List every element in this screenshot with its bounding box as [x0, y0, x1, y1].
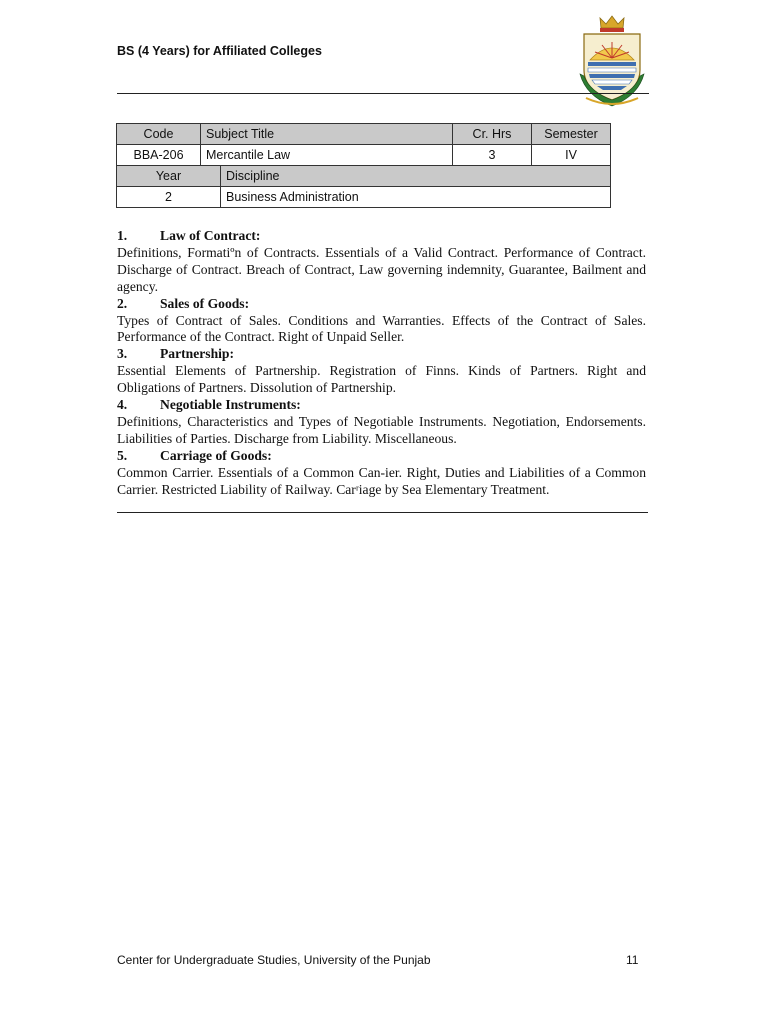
course-table-value-row-2 [117, 187, 611, 208]
page-number: 11 [626, 953, 639, 967]
course-outline [117, 228, 646, 499]
discipline-header: Discipline [221, 166, 611, 187]
footer-institution: Center for Undergraduate Studies, University of the Punjab [117, 953, 431, 967]
section-number: 4. [117, 397, 128, 413]
section-heading [117, 296, 646, 313]
section-title: Carriage of Goods: [160, 447, 272, 463]
section-body: Essential Elements of Partnership. Registration of Finns. Kinds of Partners. Right and Obligations of Partners. Dissolution of Partnership. [117, 363, 646, 396]
course-discipline: Business Administration [221, 187, 611, 208]
course-table-header-row [117, 124, 611, 145]
section-law-of-contract [117, 228, 646, 296]
course-semester: IV [532, 145, 611, 166]
section-heading [117, 228, 646, 245]
course-subject-title: Mercantile Law [201, 145, 453, 166]
section-number: 3. [117, 346, 128, 362]
section-heading [117, 346, 646, 363]
section-body: Definitions, Characteristics and Types of Negotiable Instruments. Negotiation, Endorsements. Liabilities of Parties. Discharge from Liability. Miscellaneous. [117, 413, 646, 446]
course-info-table [116, 123, 611, 208]
course-year: 2 [117, 187, 221, 208]
section-number: 1. [117, 228, 128, 243]
header-divider [117, 93, 649, 94]
section-title: Partnership: [160, 346, 235, 362]
course-table-value-row [117, 145, 611, 166]
section-sales-of-goods [117, 296, 646, 347]
section-number: 5. [117, 447, 128, 463]
section-negotiable-instruments [117, 397, 646, 448]
course-table-header-row-2 [117, 166, 611, 187]
course-credit-hours: 3 [453, 145, 532, 166]
section-carriage-of-goods [117, 448, 646, 499]
subject-title-header: Subject Title [201, 124, 453, 145]
section-heading [117, 448, 646, 465]
section-title: Negotiable Instruments: [160, 397, 301, 413]
course-code: BBA-206 [117, 145, 201, 166]
section-heading [117, 397, 646, 414]
section-body: Common Carrier. Essentials of a Common Can-ier. Right, Duties and Liabilities of a Common Carrier. Restricted Liability of Railway. Carʳiage by Sea Elementary Treatment. [117, 464, 646, 497]
section-number: 2. [117, 295, 128, 311]
credit-hours-header: Cr. Hrs [453, 124, 532, 145]
content-end-divider [117, 512, 648, 513]
section-title: Law of Contract: [160, 228, 261, 243]
section-title: Sales of Goods: [160, 295, 250, 311]
code-header: Code [117, 124, 201, 145]
section-body: Types of Contract of Sales. Conditions and Warranties. Effects of the Contract of Sales. Performance of the Contract. Right of Unpaid Seller. [117, 312, 646, 345]
section-partnership [117, 346, 646, 397]
section-body: Definitions, Formatiºn of Contracts. Essentials of a Valid Contract. Performance of Contract. Discharge of Contract. Breach of Contract, Law governing indemnity, Guarantee, Bailment and agency. [117, 244, 646, 294]
year-header: Year [117, 166, 221, 187]
page-header-title: BS (4 Years) for Affiliated Colleges [117, 44, 322, 58]
semester-header: Semester [532, 124, 611, 145]
